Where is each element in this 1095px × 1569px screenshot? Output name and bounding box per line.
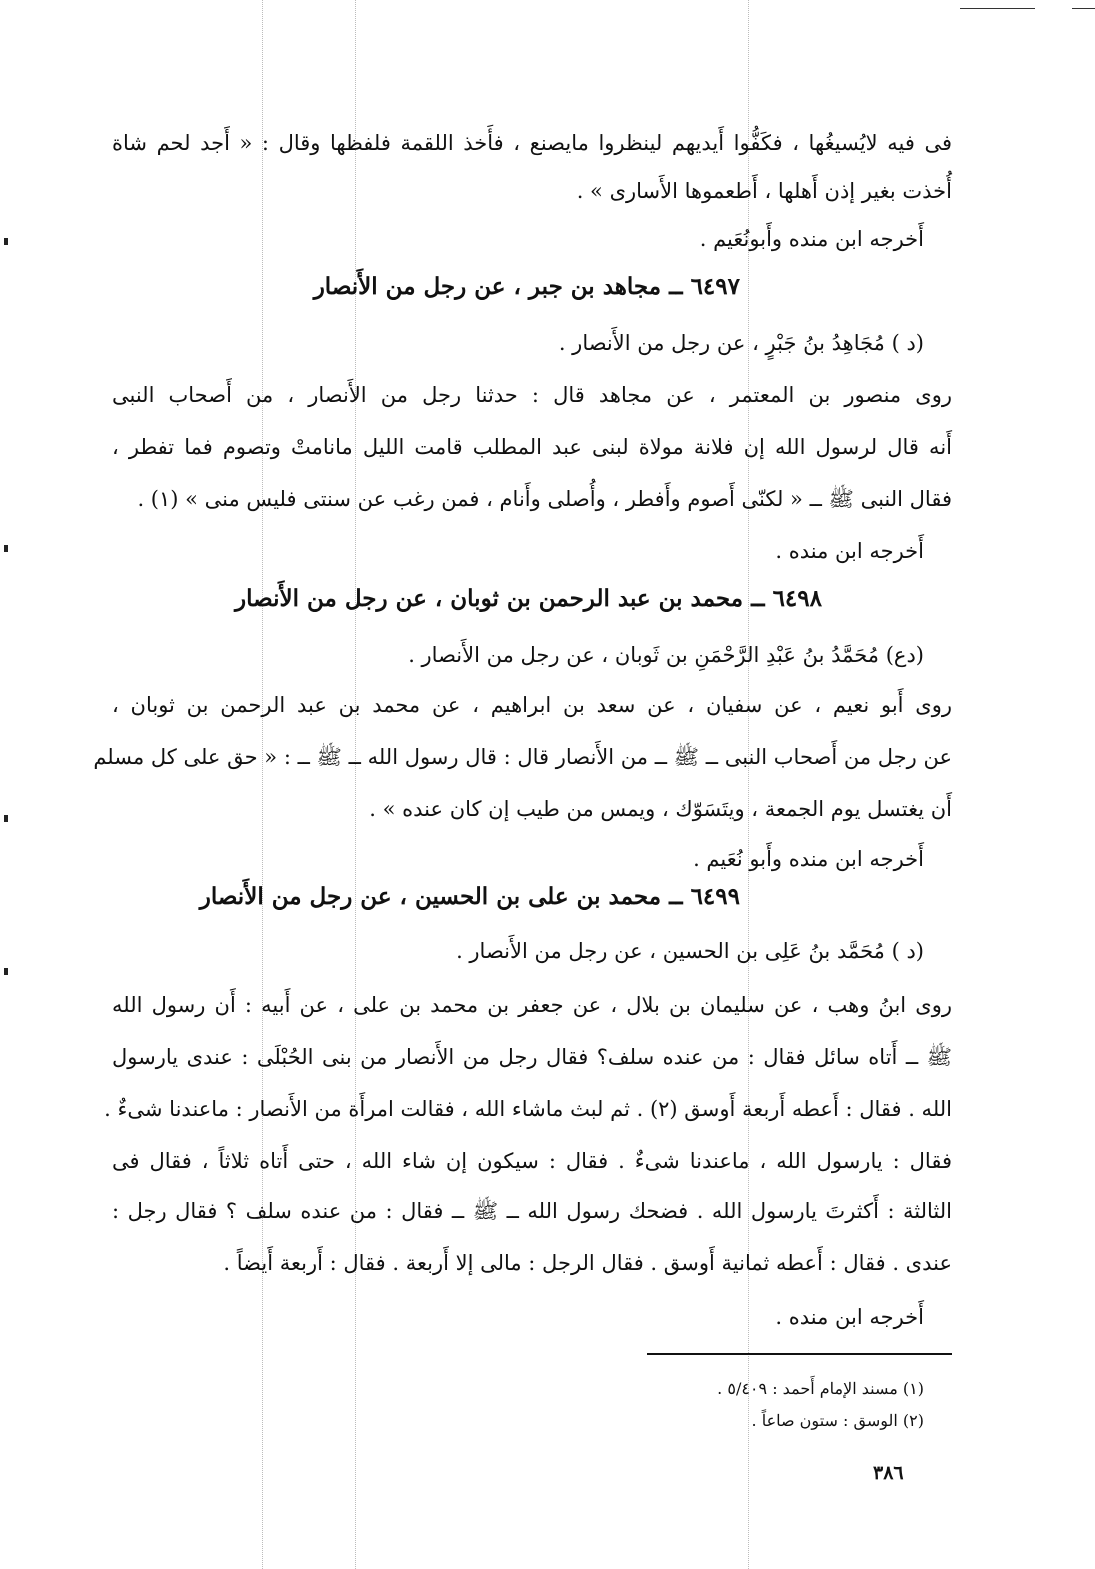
entry-heading: ٦٤٩٨ ــ محمد بن عبد الرحمن بن ثوبان ، عن رجل من الأَنصار — [235, 585, 822, 612]
text-line: فقال : يارسول الله ، ماعندنا شىءٌ . فقال : سيكون إن شاء الله ، حتى أَتاه ثلاثاً ، فقال فى — [112, 1149, 952, 1173]
text-line: فى فيه لايُسيغُها ، فكَفُّوا أَيديهم لينظروا مايصنع ، فأَخذ اللقمة فلفظها وقال : « أَجد لحم شاة — [112, 131, 952, 155]
text-line: روى أَبو نعيم ، عن سفيان ، عن سعد بن ابراهيم ، عن محمد بن عبد الرحمن بن ثوبان ، — [112, 693, 952, 717]
source-line: أَخرجه ابن منده وأَبونُعَيم . — [699, 227, 924, 251]
text-line: فقال النبى ﷺ ــ « لكنّى أَصوم وأَفطر ، وأُصلى وأَنام ، فمن رغب عن سنتى فليس منى » (١) . — [137, 487, 952, 511]
text-line: أَنه قال لرسول الله إن فلانة مولاة لبنى عبد المطلب قامت الليل مانامتْ وتصوم فما تفطر ، — [112, 435, 952, 459]
scan-edge-rule — [1072, 8, 1095, 9]
text-line: الثالثة : أَكثرتَ يارسول الله . فضحك رسول الله ــ ﷺ ــ فقال : من عنده سلف ؟ فقال رجل : — [112, 1199, 952, 1223]
source-line: أَخرجه ابن منده وأَبو نُعَيم . — [693, 847, 924, 871]
source-line: أَخرجه ابن منده . — [775, 1305, 924, 1329]
scan-margin-mark — [4, 545, 8, 552]
scan-margin-mark — [4, 968, 8, 975]
text-line: الله . فقال : أَعطه أَربعة أَوسق (٢) . ثم لبث ماشاء الله ، فقالت امرأَة من الأَنصار : ماعندنا شىءٌ . — [104, 1097, 952, 1121]
text-line: عندى . فقال : أَعطه ثمانية أَوسق . فقال الرجل : مالى إلا أَربعة . فقال : أَربعة أَيضاً . — [223, 1251, 952, 1275]
footnote: (١) مسند الإمام أَحمد : ٥/٤٠٩ . — [717, 1379, 924, 1398]
entry-title-line: (د ) مُحَمَّد بنُ عَلِى بن الحسين ، عن رجل من الأَنصار . — [456, 939, 924, 963]
entry-heading: ٦٤٩٧ ــ مجاهد بن جبر ، عن رجل من الأَنصار — [313, 273, 740, 300]
footnote-divider — [647, 1353, 952, 1355]
text-line: روى ابنُ وهب ، عن سليمان بن بلال ، عن جعفر بن محمد بن على ، عن أَبيه : أَن رسول الله — [112, 993, 952, 1017]
page-number: ٣٨٦ — [873, 1462, 904, 1484]
entry-title-line: (د ) مُجَاهِدُ بنُ جَبْرٍ ، عن رجل من الأَنصار . — [558, 331, 924, 355]
text-line: روى منصور بن المعتمر ، عن مجاهد قال : حدثنا رجل من الأَنصار ، من أَصحاب النبى — [112, 383, 952, 407]
text-line: ﷺ ــ أَتاه سائل فقال : من عنده سلف؟ فقال رجل من الأَنصار من بنى الحُبْلَى : عندى يارسول — [112, 1045, 952, 1069]
scan-margin-mark — [4, 815, 8, 822]
scan-margin-mark — [4, 238, 8, 245]
main-text — [93, 0, 952, 1569]
text-line: أُخذت بغير إذن أَهلها ، أَطعموها الأَسارى » . — [576, 179, 952, 203]
text-line: أَن يغتسل يوم الجمعة ، ويتَسَوّك ، ويمس من طيب إن كان عنده » . — [369, 797, 952, 821]
entry-title-line: (دع) مُحَمَّدُ بنُ عَبْدِ الرَّحْمَنِ بن ثَوبان ، عن رجل من الأَنصار . — [408, 643, 924, 667]
source-line: أَخرجه ابن منده . — [775, 539, 924, 563]
scan-edge-rule — [960, 8, 1035, 9]
text-line: عن رجل من أَصحاب النبى ــ ﷺ ــ من الأَنصار قال : قال رسول الله ــ ﷺ ــ : « حق على كل مسلم — [93, 745, 952, 769]
entry-heading: ٦٤٩٩ ــ محمد بن على بن الحسين ، عن رجل من الأَنصار — [199, 883, 740, 910]
footnote: (٢) الوسق : ستون صاعاً . — [751, 1411, 924, 1430]
